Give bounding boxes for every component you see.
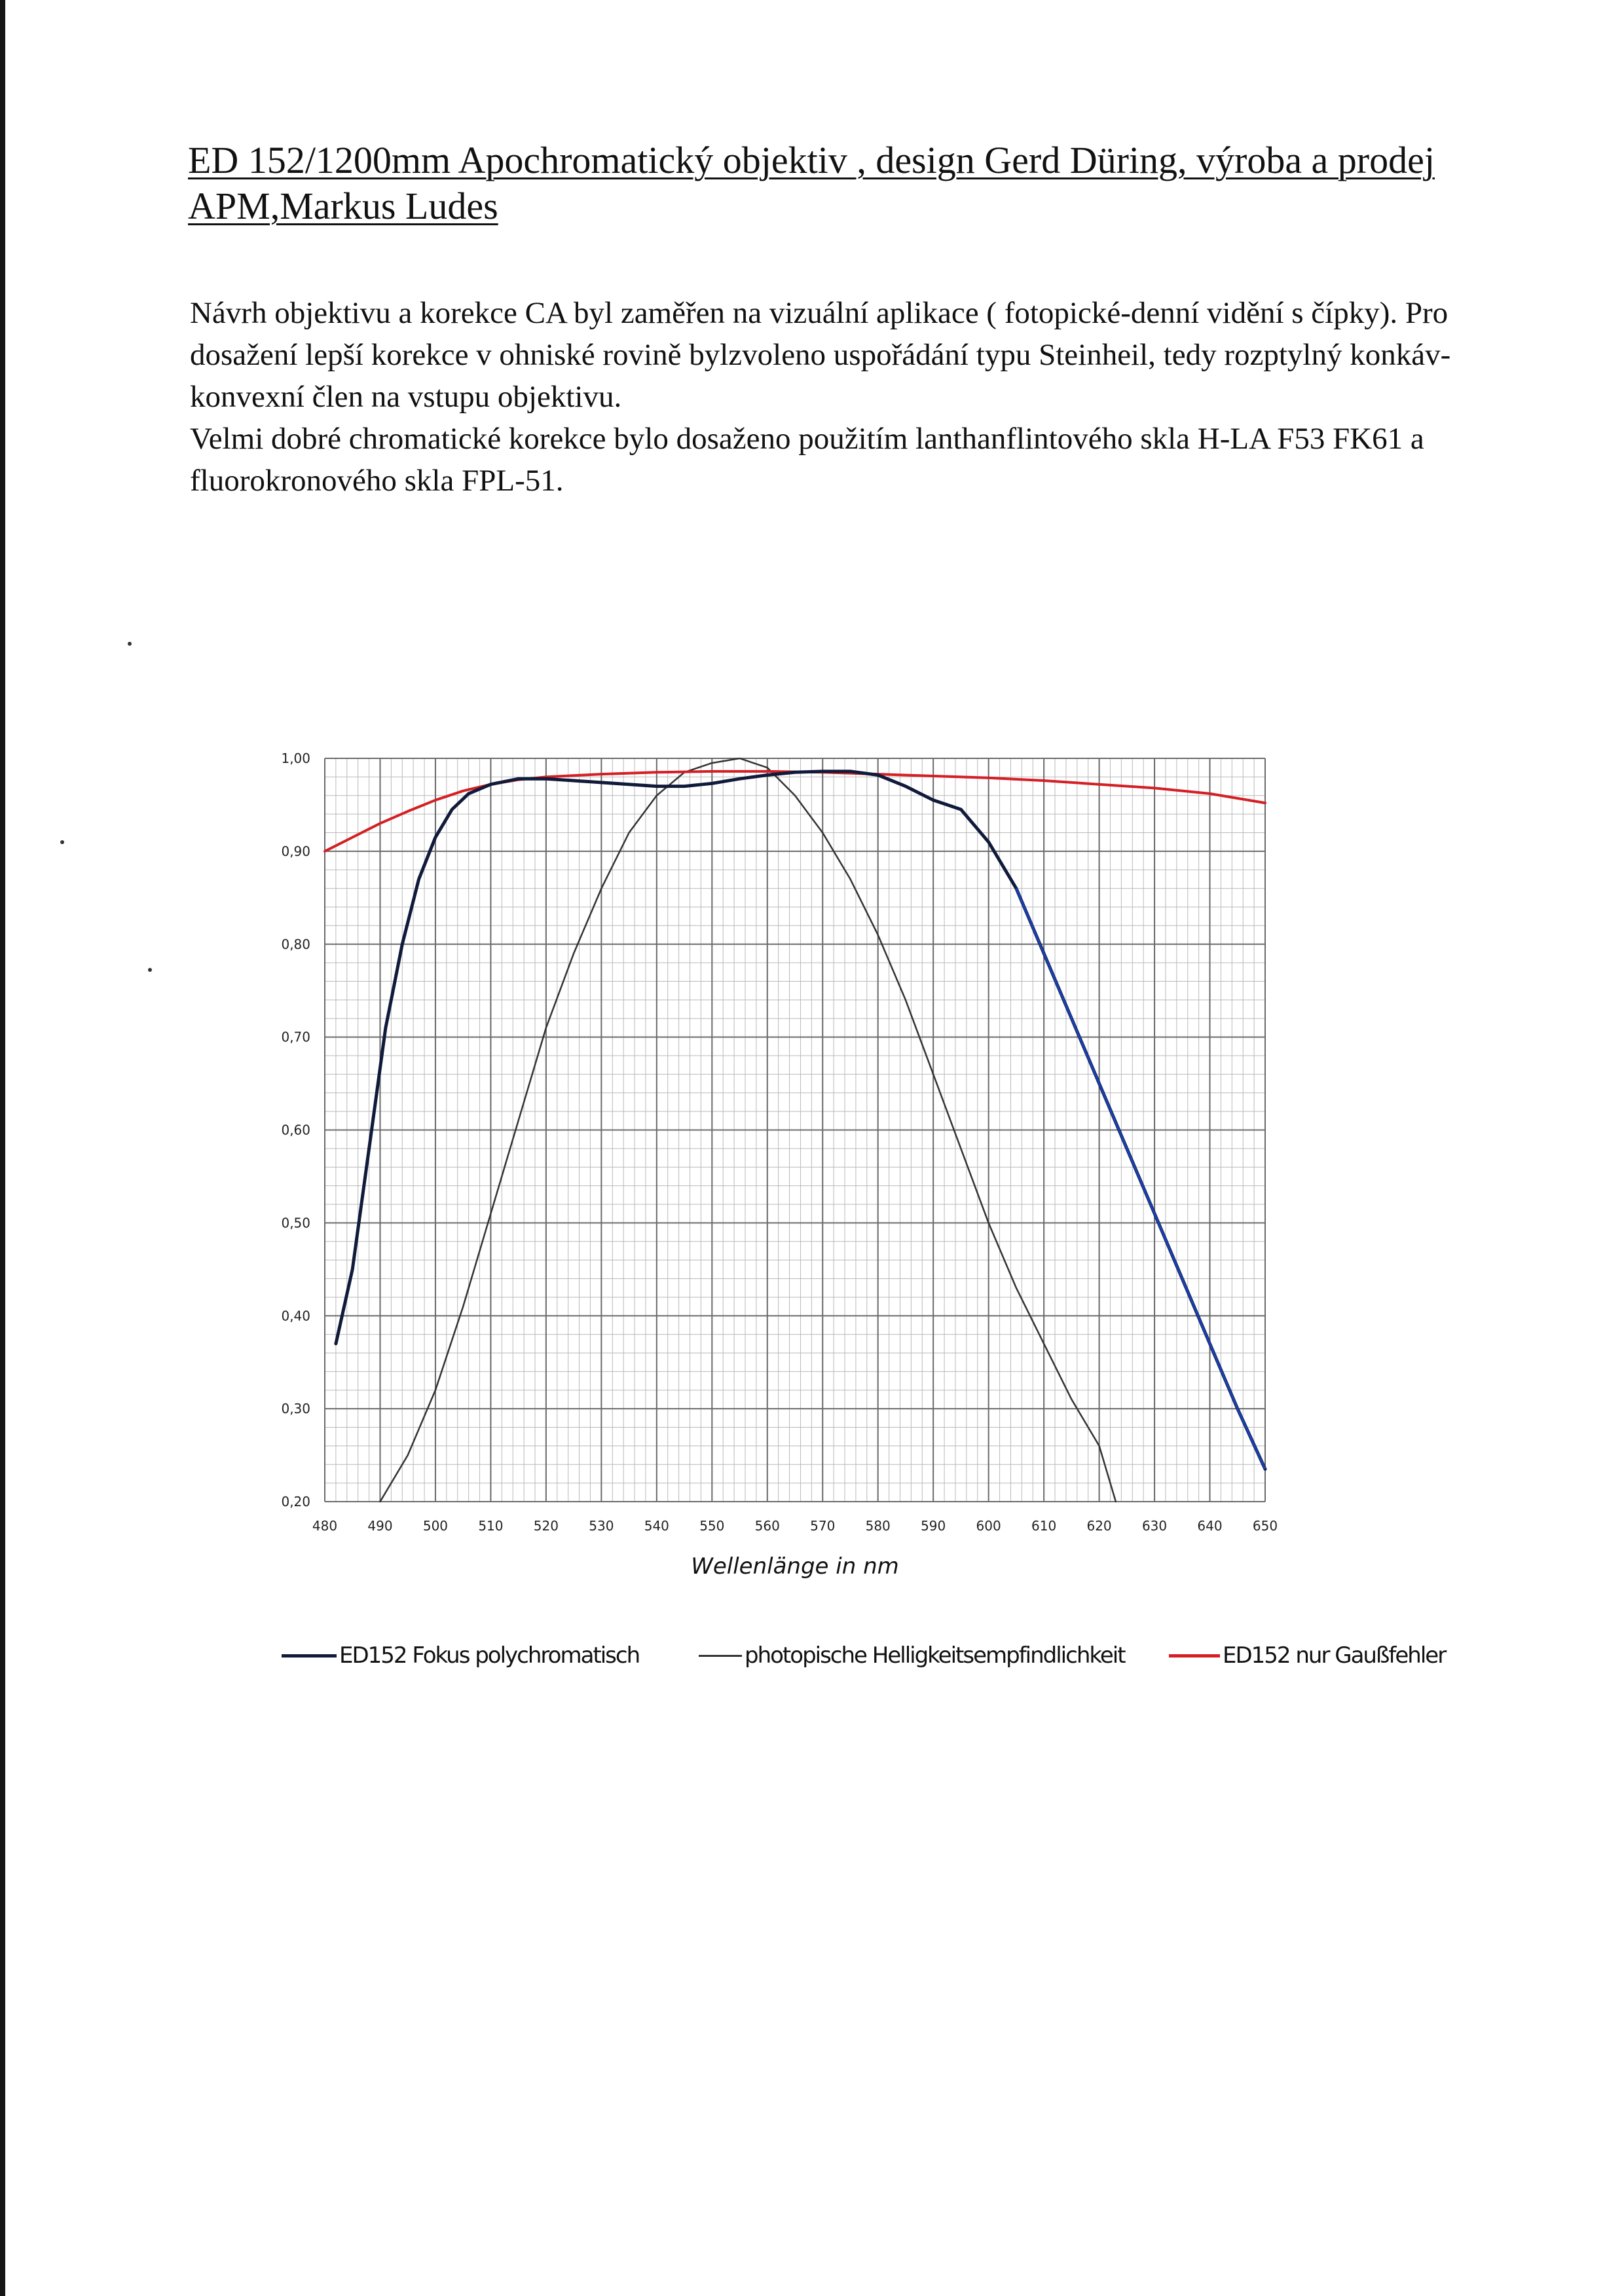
legend-swatch-polychromatic [282, 1654, 337, 1657]
legend-item-polychromatic [282, 1642, 639, 1669]
x-tick-label: 580 [865, 1518, 891, 1534]
x-tick-label: 640 [1197, 1518, 1223, 1534]
y-axis-ticks [281, 750, 310, 1509]
x-tick-label: 530 [589, 1518, 614, 1534]
scan-edge [0, 0, 5, 2296]
x-tick-label: 630 [1141, 1518, 1168, 1534]
y-tick-label: 0,80 [281, 936, 310, 952]
x-tick-label: 550 [699, 1518, 725, 1534]
body-text [190, 292, 1506, 502]
paragraph-2: Velmi dobré chromatické korekce bylo dosaženo použitím lanthanflintového skla H-LA F53 FK61 a fluorokronového skla FPL-51. [190, 422, 1424, 498]
x-tick-label: 650 [1252, 1518, 1278, 1534]
scan-speck [128, 642, 132, 646]
legend-label-gauss: ED152 nur Gaußfehler [1223, 1642, 1446, 1669]
x-tick-label: 500 [422, 1518, 449, 1534]
paragraph-1: Návrh objektivu a korekce CA byl zaměřen na vizuální aplikace ( fotopické-denní vidění s čípky). Pro dosažení lepší korekce v ohniské rovině bylzvoleno uspořádání typu Steinheil, tedy rozptylný konkáv-konvexní člen na vstupu objektivu. [190, 296, 1451, 414]
x-tick-label: 590 [921, 1518, 946, 1534]
y-tick-label: 0,70 [281, 1029, 310, 1045]
x-axis-title: Wellenlänge in nm [691, 1553, 899, 1580]
legend-swatch-photopic [699, 1655, 742, 1657]
series-line-1 [380, 758, 1116, 1502]
y-tick-label: 0,90 [281, 843, 310, 859]
x-axis-ticks [312, 1518, 1278, 1534]
y-tick-label: 1,00 [281, 750, 310, 766]
x-tick-label: 610 [1031, 1518, 1057, 1534]
series-line-2 [325, 771, 1265, 851]
x-tick-label: 540 [644, 1518, 669, 1534]
y-tick-label: 0,50 [281, 1215, 310, 1231]
x-tick-label: 620 [1086, 1518, 1112, 1534]
y-tick-label: 0,40 [281, 1308, 310, 1324]
y-tick-label: 0,60 [281, 1122, 310, 1138]
x-tick-label: 480 [312, 1518, 338, 1534]
chart-grid-major [325, 758, 1265, 1502]
scan-speck [148, 968, 152, 972]
x-tick-label: 570 [810, 1518, 836, 1534]
chart-legend [0, 1642, 1624, 1682]
chart-grid-minor [325, 758, 1265, 1502]
chart-series [325, 758, 1265, 1502]
legend-item-gauss [1169, 1642, 1445, 1669]
legend-item-photopic [699, 1642, 1125, 1669]
x-tick-label: 490 [367, 1518, 393, 1534]
x-tick-label: 520 [533, 1518, 559, 1534]
y-tick-label: 0,30 [281, 1401, 310, 1417]
y-tick-label: 0,20 [281, 1494, 310, 1509]
x-tick-label: 560 [754, 1518, 780, 1534]
scan-speck [60, 840, 64, 844]
series-line-0 [336, 771, 1265, 1469]
series-line-0-right-flank [1016, 889, 1265, 1470]
x-tick-label: 510 [478, 1518, 504, 1534]
legend-label-photopic: photopische Helligkeitsempfindlichkeit [745, 1642, 1125, 1669]
document-title: ED 152/1200mm Apochromatický objektiv , design Gerd Düring, výroba a prodej APM,Markus Ludes [188, 139, 1435, 227]
x-tick-label: 600 [976, 1518, 1001, 1534]
legend-swatch-gauss [1169, 1654, 1220, 1657]
legend-label-polychromatic: ED152 Fokus polychromatisch [339, 1642, 640, 1669]
